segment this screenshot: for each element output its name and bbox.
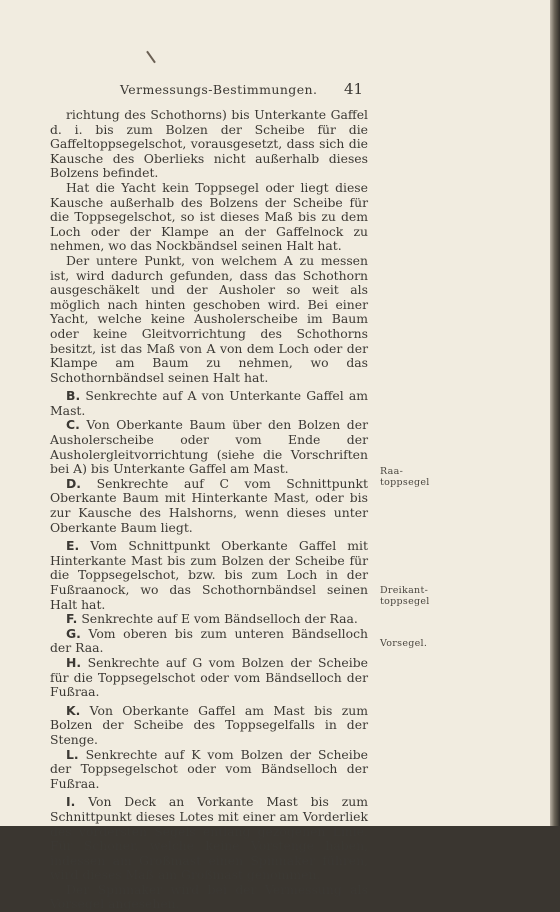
paragraph-l: L. Senkrechte auf K vom Bolzen der Scheibe der Toppsegelschot oder vom Bändselloch der Fußraa. <box>50 746 368 791</box>
section-letter: F. <box>66 611 78 627</box>
section-letter: E. <box>66 538 80 554</box>
running-header: Vermessungs-Bestimmungen. <box>120 82 318 97</box>
section-letter: I. <box>66 794 76 810</box>
margin-note-dreikanttoppsegel: Dreikant- toppsegel <box>380 585 430 607</box>
section-letter: C. <box>66 417 80 433</box>
section-letter: K. <box>66 702 81 718</box>
paragraph-i: I. Von Deck an Vorkante Mast bis zum Schnittpunkt dieses Lotes mit einer am Vorderliek des vordersten Segels entlang gezogenen Linie. Für Schoner, welche keine Vorstenge haben, indessen am Großmast einen Spinnaker führen, wird dieses Maß am Großmast genommen. <box>50 794 368 883</box>
book-edge <box>550 0 560 826</box>
section-letter: B. <box>66 388 81 404</box>
paragraph-h: H. Senkrechte auf G vom Bolzen der Scheibe für die Toppsegelschot oder vom Bändselloch der Fußraa. <box>50 654 368 700</box>
paragraph-f: F. Senkrechte auf E vom Bändselloch der Raa. <box>66 611 358 627</box>
paragraph: Hat die Yacht kein Toppsegel oder liegt diese Kausche außerhalb des Bolzens der Scheibe für die Toppsegelschot, so ist dieses Maß bis zu dem Loch oder der Klampe an der Gaffelnock zu nehmen, wo das Nockbändsel seinen Halt hat. <box>50 179 368 254</box>
paragraph-e: E. Vom Schnittpunkt Oberkante Gaffel mit Hinterkante Mast bis zum Bolzen der Scheibe für die Toppsegelschot, bzw. bis zum Loch in der Fußraanock, wo das Schothornbändsel seinen Halt hat. <box>50 538 368 612</box>
paragraph-g: G. Vom oberen bis zum unteren Bändselloch der Raa. <box>50 625 368 656</box>
paragraph: richtung des Schothorns) bis Unterkante Gaffel d. i. bis zum Bolzen der Scheibe für die Gaffeltoppsegelschot, vorausgesetzt, dass sich die Kausche des Oberlieks nicht außerhalb dieses Bolzens befindet. <box>50 107 368 181</box>
section-letter: G. <box>66 625 81 641</box>
section-letter: H. <box>66 654 82 670</box>
paragraph-k: K. Von Oberkante Gaffel am Mast bis zum Bolzen der Scheibe des Toppsegelfalls in der Stenge. <box>50 702 368 747</box>
section-letter: D. <box>66 475 81 491</box>
pencil-mark <box>146 51 156 64</box>
paragraph: Der Spinnaker wird bei der Vermessung als Vorsegel angesehen. <box>50 881 368 912</box>
page-body <box>50 108 368 912</box>
paragraph-d: D. Senkrechte auf C vom Schnittpunkt Oberkante Baum mit Hinterkante Mast, oder bis zur Kausche des Halshorns, wenn dieses unter Oberkante Baum liegt. <box>50 475 368 535</box>
margin-note-vorsegel: Vorsegel. <box>380 638 428 649</box>
page-number: 41 <box>344 80 364 98</box>
section-letter: L. <box>66 746 79 762</box>
margin-note-raatoppsegel: Raa- toppsegel <box>380 466 430 488</box>
paragraph: Der untere Punkt, von welchem A zu messen ist, wird dadurch gefunden, dass das Schothorn ausgeschäkelt und der Ausholer so weit als möglich nach hinten geschoben wird. Bei einer Yacht, welche keine Ausholerscheibe im Baum oder keine Gleitvorrichtung des Schothorns besitzt, ist das Maß von A von dem Loch oder der Klampe am Baum zu nehmen, wo das Schothornbändsel seinen Halt hat. <box>50 252 368 385</box>
paragraph-c: C. Von Oberkante Baum über den Bolzen der Ausholerscheibe oder vom Ende der Ausholergleitvorrichtung (siehe die Vorschriften bei A) bis Unterkante Gaffel am Mast. <box>50 417 368 477</box>
paragraph-b: B. Senkrechte auf A von Unterkante Gaffel am Mast. <box>50 388 368 418</box>
